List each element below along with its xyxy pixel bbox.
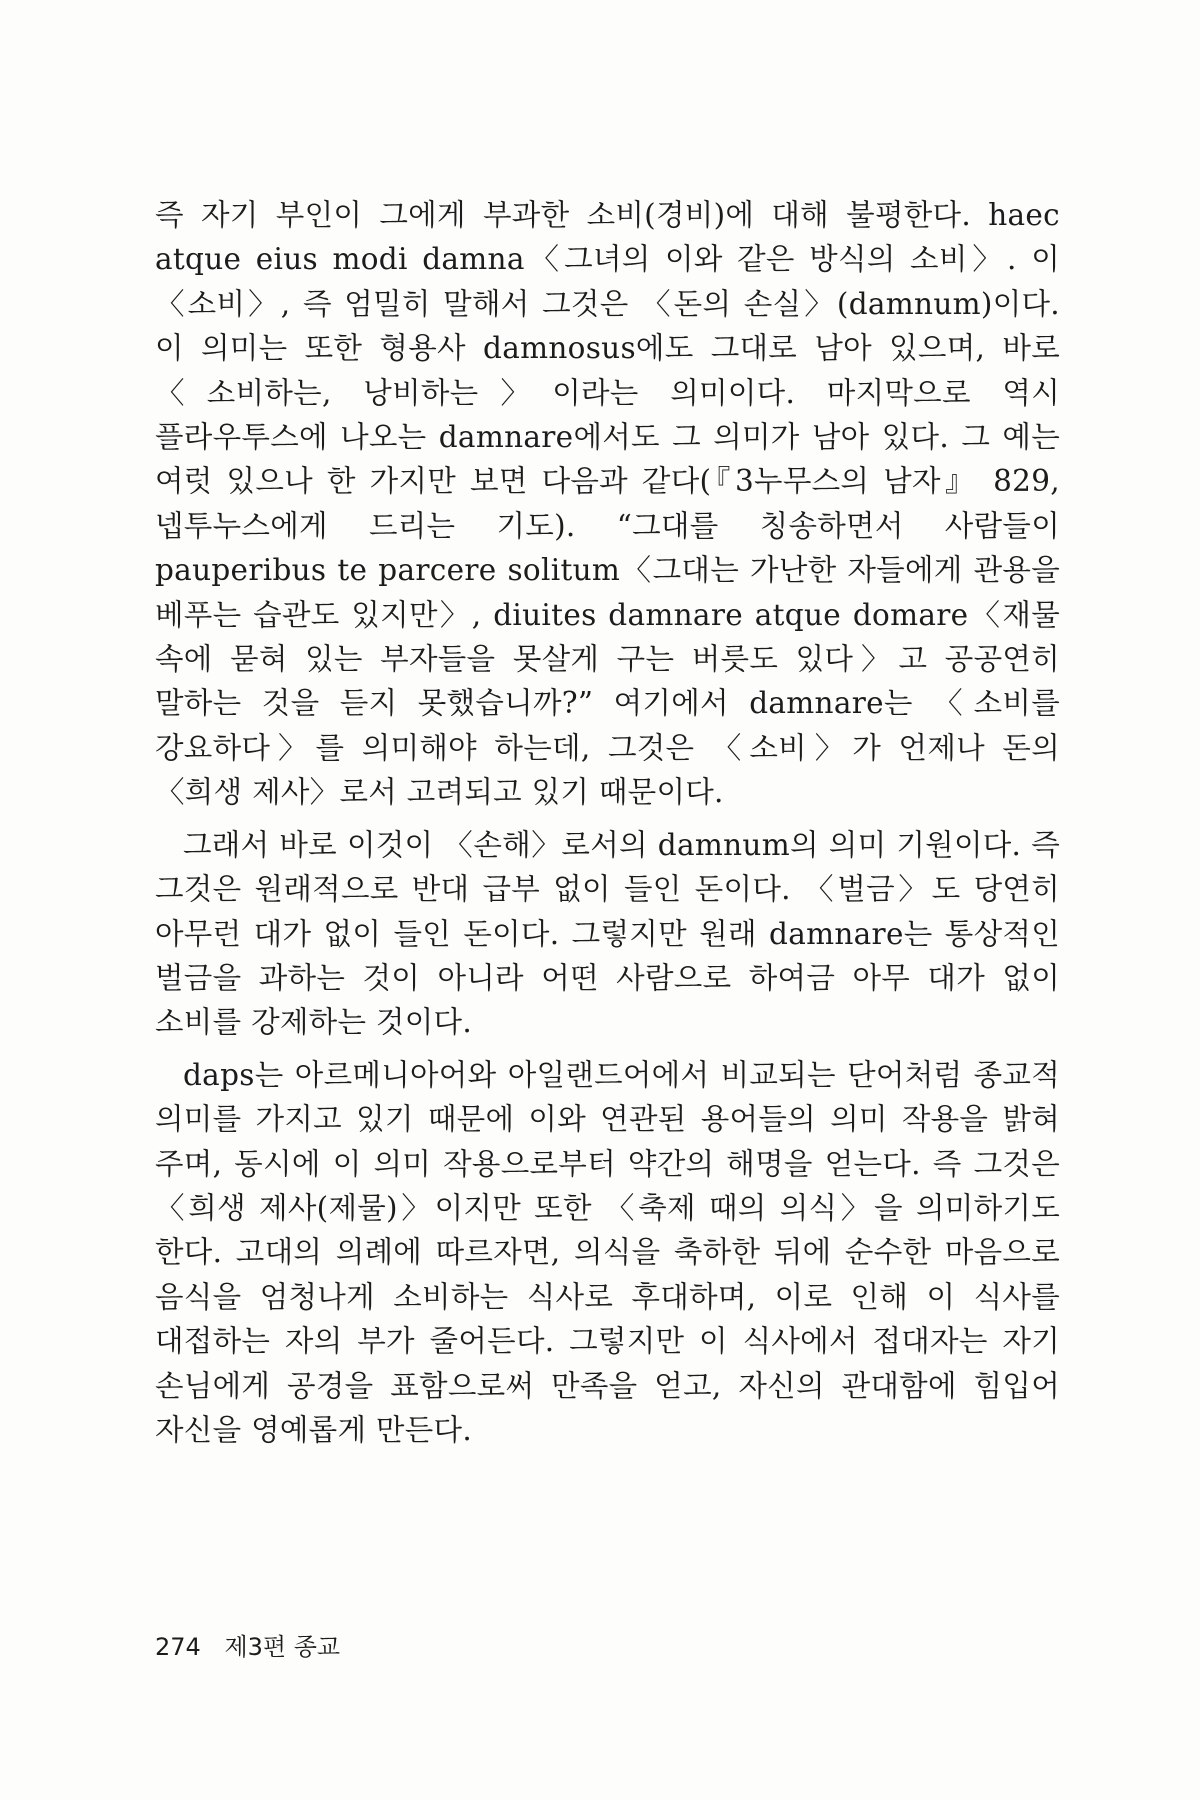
section-title: 제3편 종교 xyxy=(224,1633,341,1661)
page-body xyxy=(155,193,1060,1452)
paragraph-continuation: 즉 자기 부인이 그에게 부과한 소비(경비)에 대해 불평한다. haec atque eius modi damna〈그녀의 이와 같은 방식의 소비〉. 이 〈소비〉, 즉 엄밀히 말해서 그것은 〈돈의 손실〉(damnum)이다. 이 의미는 또한 형용사 damnosus에도 그대로 남아 있으며, 바로 〈소비하는, 낭비하는〉이라는 의미이다. 마지막으로 역시 플라우투스에 나오는 damnare에서도 그 의미가 남아 있다. 그 예는 여럿 있으나 한 가지만 보면 다음과 같다(『3누무스의 남자』 829, 넵투누스에게 드리는 기도). “그대를 칭송하면서 사람들이 pauperibus te parcere solitum〈그대는 가난한 자들에게 관용을 베푸는 습관도 있지만〉, diuites damnare atque domare〈재물 속에 묻혀 있는 부자들을 못살게 구는 버릇도 있다〉고 공공연히 말하는 것을 듣지 못했습니까?” 여기에서 damnare는 〈소비를 강요하다〉를 의미해야 하는데, 그것은 〈소비〉가 언제나 돈의 〈희생 제사〉로서 고려되고 있기 때문이다. xyxy=(155,198,1060,810)
paragraph-damnum-origin: 그래서 바로 이것이 〈손해〉로서의 damnum의 의미 기원이다. 즉 그것은 원래적으로 반대 급부 없이 들인 돈이다. 〈벌금〉도 당연히 아무런 대가 없이 들인 돈이다. 그렇지만 원래 damnare는 통상적인 벌금을 과하는 것이 아니라 어떤 사람으로 하여금 아무 대가 없이 소비를 강제하는 것이다. xyxy=(155,827,1060,1040)
page-number: 274 xyxy=(155,1633,201,1661)
page-footer xyxy=(155,1632,340,1662)
paragraph-daps: daps는 아르메니아어와 아일랜드어에서 비교되는 단어처럼 종교적 의미를 가지고 있기 때문에 이와 연관된 용어들의 의미 작용을 밝혀 주며, 동시에 이 의미 작용으로부터 약간의 해명을 얻는다. 즉 그것은 〈희생 제사(제물)〉이지만 또한 〈축제 때의 의식〉을 의미하기도 한다. 고대의 의례에 따르자면, 의식을 축하한 뒤에 순수한 마음으로 음식을 엄청나게 소비하는 식사로 후대하며, 이로 인해 이 식사를 대접하는 자의 부가 줄어든다. 그렇지만 이 식사에서 접대자는 자기 손님에게 공경을 표함으로써 만족을 얻고, 자신의 관대함에 힘입어 자신을 영예롭게 만든다. xyxy=(155,1057,1060,1447)
